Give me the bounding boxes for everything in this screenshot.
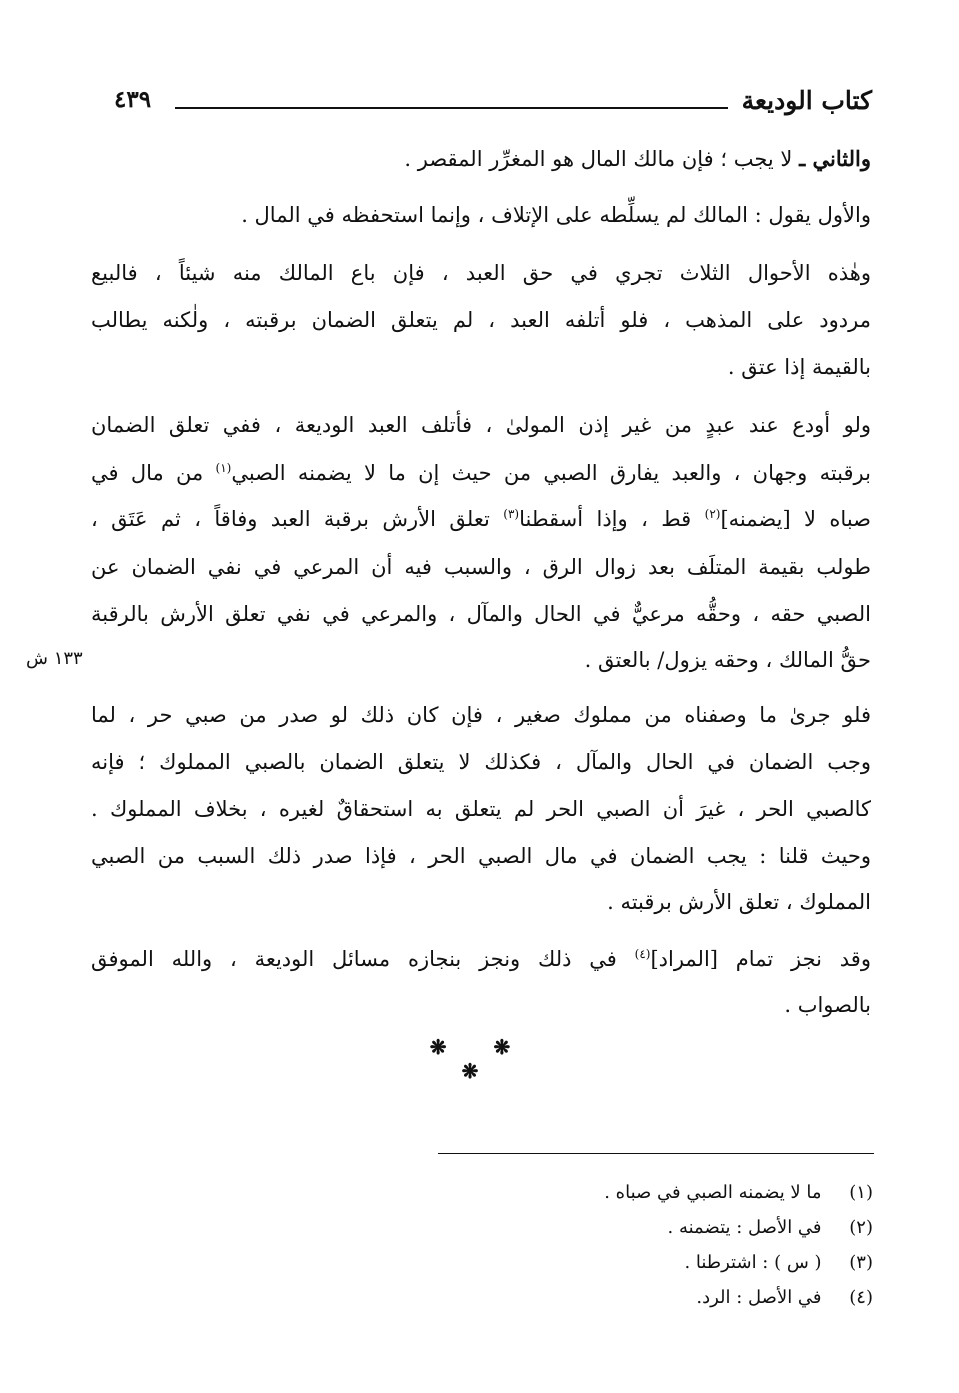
text-line: والثاني ـ لا يجب ؛ فإن مالك المال هو المغرِّر المقصر . (404, 146, 871, 171)
text-line: فلو جرىٰ ما وصفناه من مملوك صغير ، فإن كان ذلك لو صدر من صبي حر ، لما (91, 703, 871, 727)
text-line: بالصواب . (784, 993, 871, 1017)
running-title: كتاب الوديعة (741, 86, 872, 115)
footnote-ref: (٢) (704, 507, 721, 521)
footnote-ref: (٤) (634, 947, 651, 961)
text-line: وهٰذه الأحوال الثلاث تجري في حق العبد ، فإن باع المالك منه شيئاً ، فالبيع (91, 261, 871, 285)
text-line: طولب بقيمة المتلَف بعد زوال الرق ، والسبب فيه أن المرعي في نفي الضمان عن (91, 555, 871, 579)
text-line: حقُّ المالك ، وحقه يزول/ بالعتق . (584, 648, 871, 672)
text-line: المملوك ، تعلق الأرش برقبته . (607, 890, 871, 914)
text-line: وجب الضمان في الحال والمآل ، فكذلك لا يتعلق الضمان بالصبي المملوك ؛ فإنه (91, 750, 871, 774)
page-number: ٤٣٩ (114, 86, 152, 113)
footnote: (١) ما لا يضمنه الصبي في صباه . (604, 1182, 873, 1203)
footnote: (٤) في الأصل : الرد. (696, 1287, 873, 1308)
text-line: برقبته وجهان ، والعبد يفارق الصبي من حيث إن ما لا يضمنه الصبي$^{(١)}$ من مال في (91, 461, 871, 485)
footnote-ref: (٣) (503, 507, 520, 521)
footnote: (٢) في الأصل : يتضمنه . (667, 1217, 873, 1238)
text-line: بالقيمة إذا عتق . (727, 355, 871, 379)
page-header (100, 84, 880, 124)
footnote-rule (438, 1153, 874, 1154)
text-line: صباه لا [يضمنه]$^{(٢)}$ قط ، وإذا أسقطنا$^{(٣)}$ تعلق الأرش برقبة العبد وفاقاً ، ثم عَتَق ، (91, 507, 871, 531)
footnote: (٣) ( س ) : اشترطنا . (684, 1252, 873, 1273)
margin-note: ١٣٣ ش (26, 648, 83, 669)
text-line: كالصبي الحر ، غيرَ أن الصبي الحر لم يتعلق به استحقاقٌ لغيره ، بخلاف المملوك . (91, 797, 871, 821)
section-separator: ❋ ❋ ❋ (429, 1035, 531, 1083)
header-rule (175, 107, 728, 109)
text-line: وحيث قلنا : يجب الضمان في مال الصبي الحر ، فإذا صدر ذلك السبب من الصبي (91, 844, 871, 868)
text-line: الصبي حقه ، وحقُّه مرعيٌّ في الحال والمآل ، والمرعي في نفي تعلق الأرش بالرقبة (91, 602, 871, 626)
text-line: والأول يقول : المالك لم يسلِّطه على الإتلاف ، وإنما استحفظه في المال . (241, 203, 871, 227)
text-line: وقد نجز تمام [المراد]$^{(٤)}$ في ذلك ونجز بنجازه مسائل الوديعة ، والله الموفق (91, 947, 871, 971)
footnote-ref: (١) (215, 461, 232, 475)
text-line: مردود على المذهب ، فلو أتلفه العبد ، لم يتعلق الضمان برقبته ، ولٰكنه يطالب (91, 308, 871, 332)
text-line: ولو أودع عند عبدٍ من غير إذن المولىٰ ، فأتلف العبد الوديعة ، ففي تعلق الضمان (91, 413, 871, 437)
